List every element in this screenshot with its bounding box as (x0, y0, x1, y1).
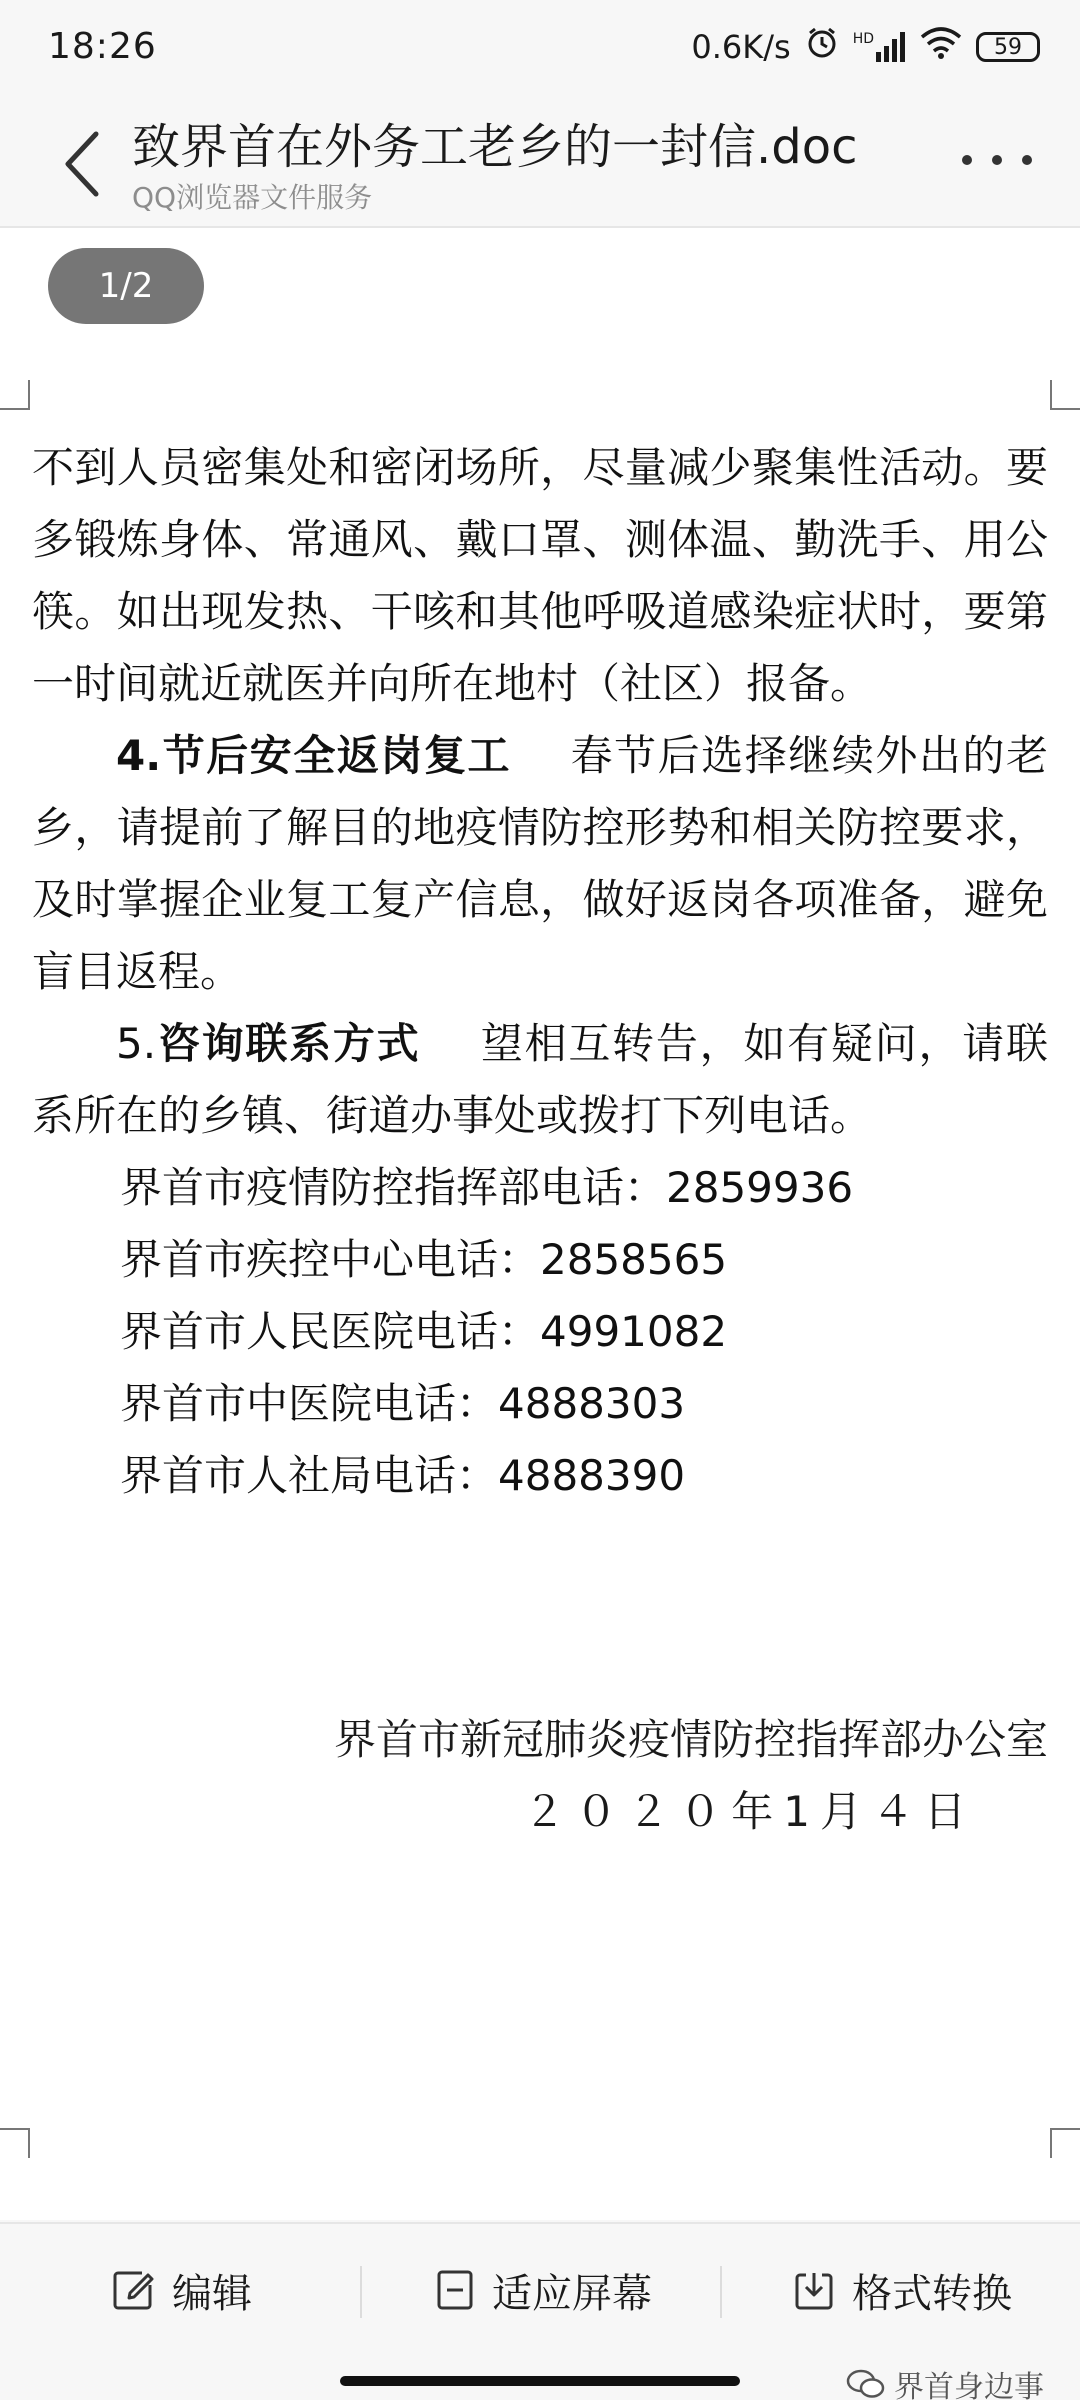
status-indicators (691, 26, 1040, 68)
page-indicator: 1/2 (48, 248, 204, 324)
fit-screen-label: 适应屏幕 (492, 2270, 652, 2317)
status-time: 18:26 (48, 26, 157, 67)
edit-label: 编辑 (172, 2270, 252, 2317)
paragraph-text: 春节后选择继续外出的老乡，请提前了解目的地疫情防控形势和相关防控要求，及时掌握企业复工复产信息，做好返岗各项准备，避免盲目返程。 (32, 731, 1048, 996)
paragraph (32, 1008, 1048, 1152)
document-viewer[interactable] (0, 228, 1080, 2220)
bottom-toolbar (0, 2222, 1080, 2364)
paragraph-text: 望相互转告，如有疑问，请联系所在的乡镇、街道办事处或拨打下列电话。 (32, 1019, 1048, 1140)
fit-screen-button[interactable] (436, 2260, 652, 2320)
watermark (846, 2362, 1044, 2400)
phone-line: 界首市人社局电话：4888390 (120, 1451, 686, 1500)
paragraph (32, 720, 1048, 1008)
phone-line: 界首市疫情防控指挥部电话：2859936 (120, 1163, 854, 1212)
signal-icon (853, 32, 906, 62)
crop-mark (1050, 2128, 1080, 2158)
paragraph: 不到人员密集处和密闭场所，尽量减少聚集性活动。要多锻炼身体、常通风、戴口罩、测体温、勤洗手、用公筷。如出现发热、干咳和其他呼吸道感染症状时，要第一时间就近就医并向所在地村（社区）报备。 (32, 443, 1048, 708)
phone-line: 界首市疾控中心电话：2858565 (120, 1235, 728, 1284)
fit-screen-icon (436, 2269, 474, 2311)
phone-line: 界首市中医院电话：4888303 (120, 1379, 686, 1428)
phone-line: 界首市人民医院电话：4991082 (120, 1307, 728, 1356)
wifi-icon (920, 27, 962, 67)
section-heading: 咨询联系方式 (156, 1019, 421, 1068)
wechat-icon (846, 2368, 886, 2400)
watermark-text: 界首身边事 (894, 2370, 1044, 2400)
battery-icon (976, 32, 1040, 62)
signature-date: ２０２０年1月４日 (523, 1787, 976, 1836)
more-dot-icon (992, 155, 1002, 165)
crop-mark (1050, 380, 1080, 410)
chevron-left-icon (62, 130, 102, 198)
toolbar-divider (360, 2266, 362, 2318)
app-header (0, 96, 1080, 228)
hd-label: HD (852, 31, 874, 47)
signature-block (334, 1704, 1048, 1848)
more-dot-icon (1022, 155, 1032, 165)
document-title: 致界首在外务工老乡的一封信.doc (132, 119, 858, 175)
crop-mark (0, 2128, 30, 2158)
document-body (32, 432, 1048, 1512)
battery-level: 59 (994, 34, 1022, 60)
more-options-button[interactable] (962, 140, 1032, 180)
edit-icon (112, 2269, 154, 2311)
home-indicator[interactable] (340, 2376, 740, 2386)
crop-mark (0, 380, 30, 410)
signature-org: 界首市新冠肺炎疫情防控指挥部办公室 (333, 1715, 1048, 1764)
edit-button[interactable] (112, 2260, 252, 2320)
alarm-icon (805, 26, 839, 68)
toolbar-divider (720, 2266, 722, 2318)
document-subtitle: QQ浏览器文件服务 (132, 181, 373, 214)
section-number: 5. (116, 1019, 157, 1068)
format-convert-button[interactable] (794, 2260, 1012, 2320)
section-heading: 4.节后安全返岗复工 (116, 731, 512, 780)
status-bar (0, 0, 1080, 96)
more-dot-icon (962, 155, 972, 165)
format-convert-label: 格式转换 (852, 2270, 1012, 2317)
download-doc-icon (794, 2269, 834, 2311)
back-button[interactable] (52, 124, 112, 204)
network-speed: 0.6K/s (691, 28, 791, 66)
